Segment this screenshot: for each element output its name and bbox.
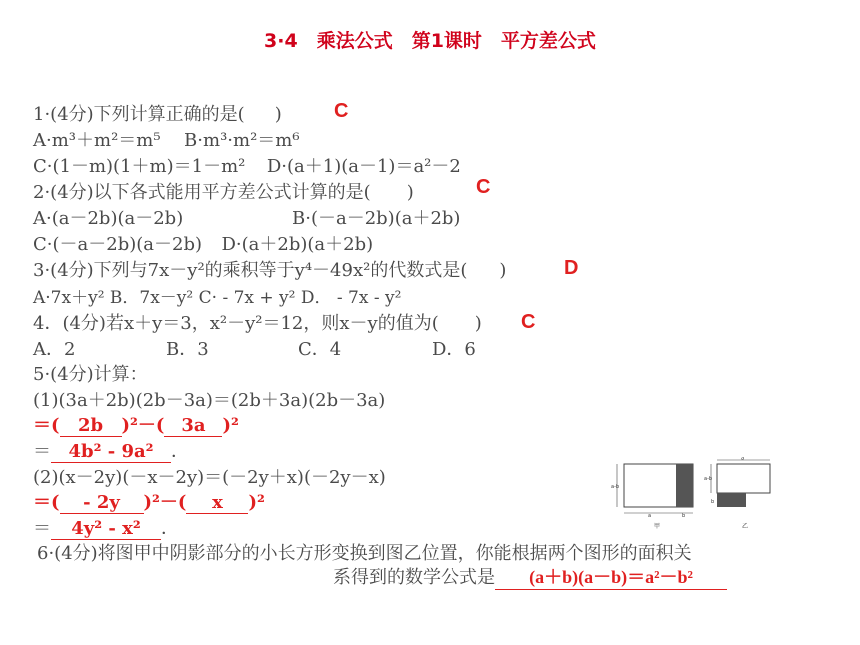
q3-stem: 3·(4分)下列与7x－y²的乘积等于y⁴－49x²的代数式是( (33, 260, 468, 281)
q1-option-d: D·(a＋1)(a－1)＝a²－2 (266, 156, 461, 177)
q2-answer: C (476, 176, 491, 198)
q5-part1-result: 4b² - 9a² (51, 441, 171, 463)
q2-option-c: C·(－a－2b)(a－2b) (33, 234, 202, 255)
q5-part1-result-line (33, 437, 189, 463)
q2-close: ) (406, 182, 414, 203)
area-figure (608, 457, 776, 533)
q6-answer: (a＋b)(a－b)＝a²－b² (495, 563, 727, 590)
q4-option-a: A．2 (33, 339, 76, 360)
q5-part1-end: )² (222, 415, 239, 436)
q5-part2-blank2: x (186, 492, 248, 514)
q3-stem-line (33, 256, 506, 282)
jia-shaded-strip (676, 464, 693, 507)
q1-close: ) (274, 104, 282, 125)
q1-option-c: C·(1－m)(1＋m)＝1－m² (33, 156, 246, 177)
q5-part2-dot: ． (161, 518, 179, 539)
q6-stem: 6·(4分)将图甲中阴影部分的小长方形变换到图乙位置，你能根据两个图形的面积关 (37, 543, 692, 564)
yi-shaded-strip (717, 493, 746, 507)
q5-part2-result-line (33, 514, 179, 540)
q5-part2-eq: ＝( (33, 492, 60, 513)
q2-stem: 2·(4分)以下各式能用平方差公式计算的是( (33, 182, 371, 203)
q2-option-d: D·(a＋2b)(a＋2b) (221, 234, 374, 255)
jia-a-label: a (648, 513, 652, 519)
q2-options-ab (33, 204, 183, 230)
yi-b-label: b (711, 499, 715, 505)
q1-stem: 1·(4分)下列计算正确的是( (33, 104, 245, 125)
q2-option-a: A·(a－2b)(a－2b) (33, 208, 184, 229)
q2-option-b: B·(－a－2b)(a＋2b) (292, 208, 461, 229)
q5-part2-expression: (2)(x－2y)(－x－2y)＝(－2y＋x)(－2y－x) (33, 467, 386, 488)
yi-a-label: a (741, 457, 745, 462)
q4-option-c: C．4 (298, 339, 342, 360)
page-title: 3·4 乘法公式 第1课时 平方差公式 (264, 30, 596, 52)
q2-options-cd (33, 230, 373, 256)
q5-part1-eq: ＝( (33, 415, 60, 436)
q5-part2-end: )² (248, 492, 265, 513)
q4-stem: 4．(4分)若x＋y＝3，x²－y²＝12，则x－y的值为( (33, 313, 439, 334)
q6-stem2: 系得到的数学公式是 (333, 567, 495, 588)
yi-rectangle (717, 464, 770, 493)
q5-part2-mid: )²－( (143, 492, 187, 513)
q5-part1-blank1: 2b (60, 415, 122, 437)
jia-amb-label: a-b (611, 484, 620, 490)
q5-part2-blank1: - 2y (60, 492, 144, 514)
q4-stem-line (33, 309, 482, 335)
q5-part2-result: 4y² - x² (51, 518, 161, 540)
q4-close: ) (474, 313, 482, 334)
q1-stem-line (33, 100, 282, 126)
q5-part2-eq2: ＝ (33, 518, 51, 539)
q5-part1-mid: )²－( (121, 415, 165, 436)
q4-answer: C (521, 311, 536, 333)
q5-part2-step (33, 488, 265, 514)
q5-part1-blank2: 3a (164, 415, 222, 437)
yi-amb-label: a-b (704, 476, 713, 482)
q5-part1-dot: ． (171, 441, 189, 462)
jia-label: 甲 (654, 523, 661, 530)
q6-stem-line2 (333, 563, 727, 590)
jia-b-label: b (682, 513, 686, 519)
q1-options-cd (33, 152, 461, 178)
q1-options-ab (33, 126, 300, 152)
q2-stem-line (33, 178, 414, 204)
q1-answer: C (334, 100, 349, 122)
q5-stem: 5·(4分)计算： (33, 364, 148, 385)
figure-yi (704, 457, 770, 530)
q3-answer: D (564, 257, 579, 279)
yi-label: 乙 (742, 523, 749, 530)
q5-part1-step (33, 411, 239, 437)
q1-option-b: B·m³·m²＝m⁶ (184, 130, 300, 151)
q4-option-b: B．3 (166, 339, 209, 360)
q3-close: ) (499, 260, 507, 281)
q5-part1-eq2: ＝ (33, 441, 51, 462)
q1-option-a: A·m³＋m²＝m⁵ (33, 130, 161, 151)
q3-options: A·7x＋y² B．7x－y² C· - 7x + y² D． - 7x - y² (33, 288, 402, 308)
q4-option-d: D．6 (432, 339, 476, 360)
q5-part1-expression: (1)(3a＋2b)(2b－3a)＝(2b＋3a)(2b－3a) (33, 390, 386, 411)
figure-jia (611, 464, 693, 530)
